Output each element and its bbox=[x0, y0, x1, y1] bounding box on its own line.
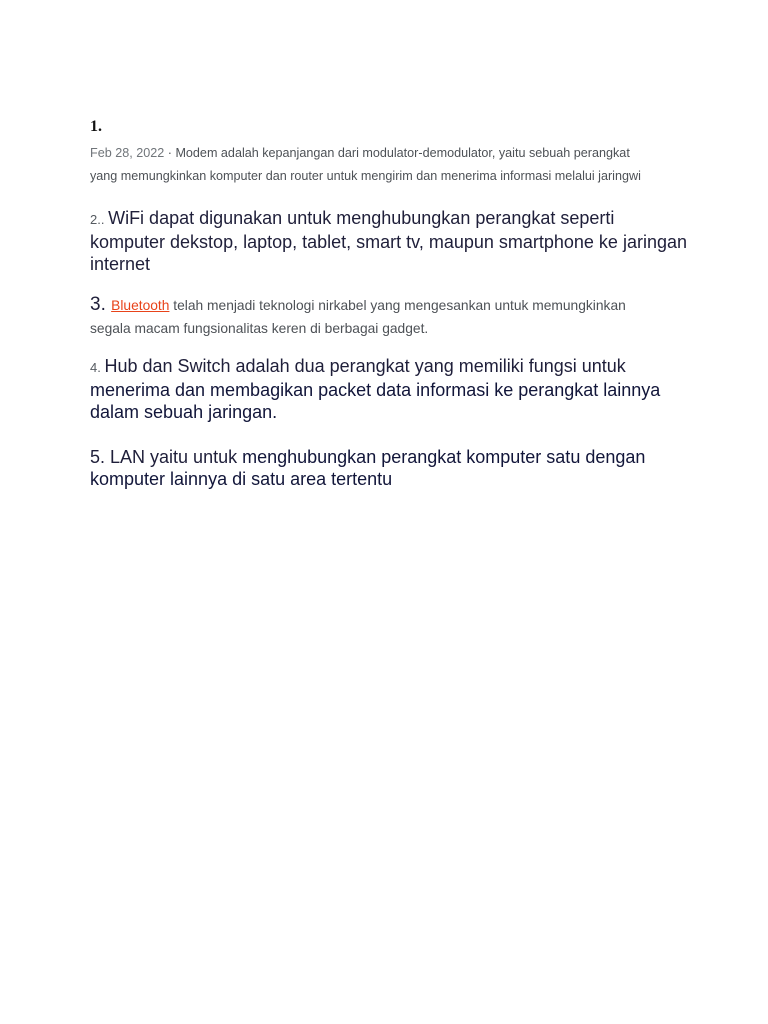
item-3-line-2: segala macam fungsionalitas keren di berbagai gadget. bbox=[90, 321, 429, 336]
item-1-line-2: yang memungkinkan komputer dan router untuk mengirim dan menerima informasi melalui jaringwi bbox=[90, 169, 641, 183]
document-page bbox=[90, 116, 690, 490]
item-2-number: 2.. bbox=[90, 212, 109, 227]
item-1-line-1: Modem adalah kepanjangan dari modulator-demodulator, yaitu sebuah perangkat bbox=[175, 146, 630, 160]
item-5-text-a: 5. LAN yaitu untuk bbox=[90, 447, 243, 467]
item-3-number: 3. bbox=[90, 294, 112, 315]
item-5-text-b: menghubungkan perangkat komputer satu dengan komputer lainnya di satu area tertentu bbox=[90, 447, 646, 489]
item-2-text-a: WiFi dapat digunakan untuk bbox=[108, 208, 337, 228]
item-4-text-b: menerima dan membagikan packet data informasi ke perangkat lainnya dalam sebuah jaringan. bbox=[90, 380, 661, 422]
item-2-text-b: menghubungkan perangkat seperti komputer dekstop, laptop, tablet, smart tv, maupun smartphone ke jaringan internet bbox=[90, 208, 687, 274]
item-4-paragraph bbox=[90, 355, 690, 423]
item-4-number: 4. bbox=[90, 360, 105, 375]
item-2-paragraph bbox=[90, 207, 690, 275]
item-1-separator: · bbox=[164, 146, 176, 160]
item-3-paragraph bbox=[90, 293, 690, 340]
bluetooth-link[interactable]: Bluetooth bbox=[111, 298, 170, 313]
item-1-snippet bbox=[90, 142, 690, 188]
item-5-paragraph bbox=[90, 446, 690, 490]
item-1-date: Feb 28, 2022 bbox=[90, 146, 165, 160]
item-4-text-a: Hub dan Switch adalah dua perangkat yang memiliki fungsi untuk bbox=[104, 356, 626, 376]
item-1-number: 1. bbox=[90, 118, 102, 135]
item-3-line-1: telah menjadi teknologi nirkabel yang mengesankan untuk memungkinkan bbox=[169, 298, 626, 313]
